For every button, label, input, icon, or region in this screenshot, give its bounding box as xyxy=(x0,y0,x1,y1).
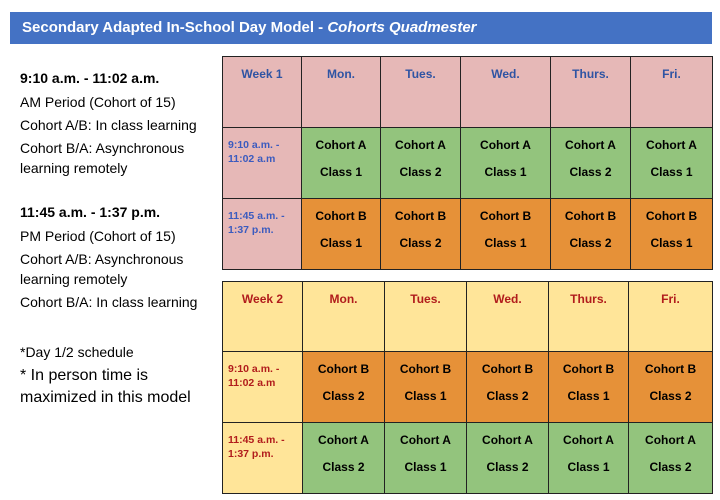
week2-pm-fri: Cohort A Class 2 xyxy=(629,423,713,494)
week1-am-wed: Cohort A Class 1 xyxy=(461,128,551,199)
week1-am-tue: Cohort A Class 2 xyxy=(381,128,461,199)
week1-day-wed: Wed. xyxy=(461,57,551,128)
pm-period: PM Period (Cohort of 15) xyxy=(20,228,176,244)
week1-am-fri: Cohort A Class 1 xyxy=(631,128,713,199)
week2-am-mon: Cohort B Class 2 xyxy=(303,352,385,423)
page-title xyxy=(10,12,712,44)
week2-am-thu: Cohort B Class 1 xyxy=(549,352,629,423)
week1-day-thu: Thurs. xyxy=(551,57,631,128)
week1-am-time: 9:10 a.m. - 11:02 a.m xyxy=(223,128,302,199)
week1-table xyxy=(222,56,713,270)
week2-am-tue: Cohort B Class 1 xyxy=(385,352,467,423)
week2-label: Week 2 xyxy=(223,282,303,352)
pm-info xyxy=(20,202,220,312)
pm-cohort-ba: Cohort B/A: In class learning xyxy=(20,294,198,310)
week2-pm-wed: Cohort A Class 2 xyxy=(467,423,549,494)
note-day-schedule: *Day 1/2 schedule xyxy=(20,344,134,360)
week1-day-tue: Tues. xyxy=(381,57,461,128)
am-time: 9:10 a.m. - 11:02 a.m. xyxy=(20,70,160,86)
week2-table xyxy=(222,281,713,494)
week1-am-mon: Cohort A Class 1 xyxy=(302,128,381,199)
week1-label: Week 1 xyxy=(223,57,302,128)
am-cohort-ba: Cohort B/A: Asynchronous learning remotely xyxy=(20,140,185,176)
week1-day-mon: Mon. xyxy=(302,57,381,128)
week2-am-fri: Cohort B Class 2 xyxy=(629,352,713,423)
week2-pm-thu: Cohort A Class 1 xyxy=(549,423,629,494)
am-info xyxy=(20,68,220,178)
week1-am-thu: Cohort A Class 2 xyxy=(551,128,631,199)
week2-day-wed: Wed. xyxy=(467,282,549,352)
title-main: Secondary Adapted In-School Day Model - xyxy=(22,19,328,36)
pm-time: 11:45 a.m. - 1:37 p.m. xyxy=(20,204,161,220)
week2-pm-mon: Cohort A Class 2 xyxy=(303,423,385,494)
week1-day-fri: Fri. xyxy=(631,57,713,128)
week2-pm-tue: Cohort A Class 1 xyxy=(385,423,467,494)
week2-day-tue: Tues. xyxy=(385,282,467,352)
week2-day-mon: Mon. xyxy=(303,282,385,352)
pm-cohort-ab: Cohort A/B: Asynchronous learning remotely xyxy=(20,251,184,287)
week2-am-time: 9:10 a.m. - 11:02 a.m xyxy=(223,352,303,423)
am-period: AM Period (Cohort of 15) xyxy=(20,94,176,110)
week1-pm-time: 11:45 a.m. - 1:37 p.m. xyxy=(223,199,302,270)
week1-pm-fri: Cohort B Class 1 xyxy=(631,199,713,270)
week1-pm-wed: Cohort B Class 1 xyxy=(461,199,551,270)
week1-pm-mon: Cohort B Class 1 xyxy=(302,199,381,270)
week2-day-fri: Fri. xyxy=(629,282,713,352)
week2-pm-time: 11:45 a.m. - 1:37 p.m. xyxy=(223,423,303,494)
week1-pm-thu: Cohort B Class 2 xyxy=(551,199,631,270)
week2-day-thu: Thurs. xyxy=(549,282,629,352)
am-cohort-ab: Cohort A/B: In class learning xyxy=(20,117,197,133)
week2-am-wed: Cohort B Class 2 xyxy=(467,352,549,423)
notes xyxy=(20,342,220,409)
week1-pm-tue: Cohort B Class 2 xyxy=(381,199,461,270)
title-sub: Cohorts Quadmester xyxy=(327,19,477,36)
note-in-person: * In person time is maximized in this model xyxy=(20,367,191,406)
